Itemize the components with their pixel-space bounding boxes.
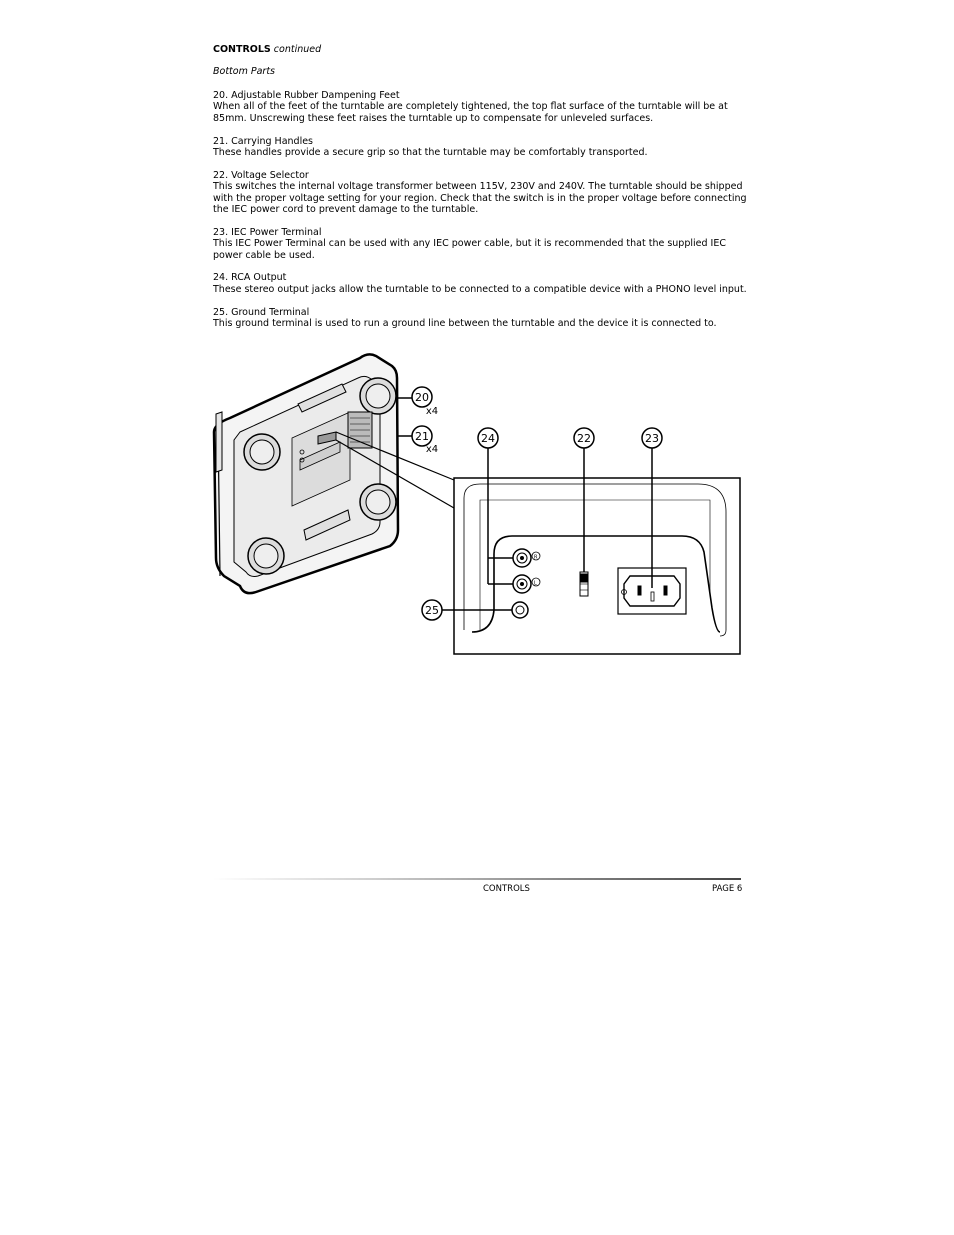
control-title: 20. Adjustable Rubber Dampening Feet — [213, 90, 400, 101]
footer-section: CONTROLS — [483, 884, 530, 894]
control-title: 23. IEC Power Terminal — [213, 226, 322, 238]
callout-23 — [642, 428, 662, 448]
control-description: This IEC Power Terminal can be used with any IEC power cable, but it is recommended that the supplied IEC power cable be used. — [213, 238, 726, 261]
callout-22 — [574, 428, 594, 448]
callout-20-multiplier: x4 — [425, 406, 439, 417]
header-subtitle: continued — [273, 44, 322, 55]
control-item-22 — [213, 170, 748, 216]
control-title: 21. Carrying Handles — [213, 135, 314, 147]
page-header — [213, 44, 321, 55]
turntable-bottom-illustration — [214, 354, 398, 593]
callout-23-label: 23 — [645, 432, 659, 445]
control-description: These handles provide a secure grip so that the turntable may be comfortably transported. — [213, 147, 648, 159]
callout-20-label: 20 — [415, 391, 429, 404]
control-description: This ground terminal is used to run a ground line between the turntable and the device it is connected to. — [213, 318, 717, 330]
control-item-24 — [213, 272, 748, 295]
callout-24-label: 24 — [481, 432, 495, 445]
callout-25-label: 25 — [425, 604, 439, 617]
turntable-bottom-diagram — [200, 340, 760, 670]
controls-list — [213, 90, 748, 341]
callout-22-label: 22 — [577, 432, 591, 445]
callout-24 — [478, 428, 498, 448]
rca-label-left: L — [534, 580, 537, 587]
rca-label-right: R — [534, 554, 538, 561]
header-title: CONTROLS — [213, 44, 271, 55]
control-title: 24. RCA Output — [213, 272, 287, 284]
rear-panel-detail — [454, 478, 740, 654]
rubber-foot — [360, 484, 396, 520]
callout-25 — [422, 600, 442, 620]
control-item-23 — [213, 227, 748, 261]
callout-21-multiplier: x4 — [425, 444, 439, 455]
control-description: When all of the feet of the turntable are completely tightened, the top flat surface of the turntable will be at 85mm. Unscrewing these feet raises the turntable up to compensate for unleveled surfaces. — [213, 101, 728, 124]
rubber-foot — [360, 378, 396, 414]
control-item-25 — [213, 307, 748, 330]
rubber-foot — [248, 538, 284, 574]
control-item-20 — [213, 90, 748, 124]
rubber-foot — [244, 434, 280, 470]
control-description: This switches the internal voltage transformer between 115V, 230V and 240V. The turntable should be shipped with the proper voltage setting for your region. Check that the switch is in the proper voltage before connecting the IEC power cord to prevent damage to the turntable. — [213, 181, 747, 216]
callout-21 — [412, 426, 432, 446]
control-title: 22. Voltage Selector — [213, 169, 309, 181]
control-item-21 — [213, 136, 748, 159]
callout-21-label: 21 — [415, 430, 429, 443]
callout-20 — [412, 387, 432, 407]
footer-rule — [213, 878, 741, 880]
page-number: PAGE 6 — [712, 884, 743, 894]
section-label: Bottom Parts — [213, 66, 275, 77]
control-description: These stereo output jacks allow the turntable to be connected to a compatible device with a PHONO level input. — [213, 283, 747, 295]
control-title: 25. Ground Terminal — [213, 306, 310, 318]
